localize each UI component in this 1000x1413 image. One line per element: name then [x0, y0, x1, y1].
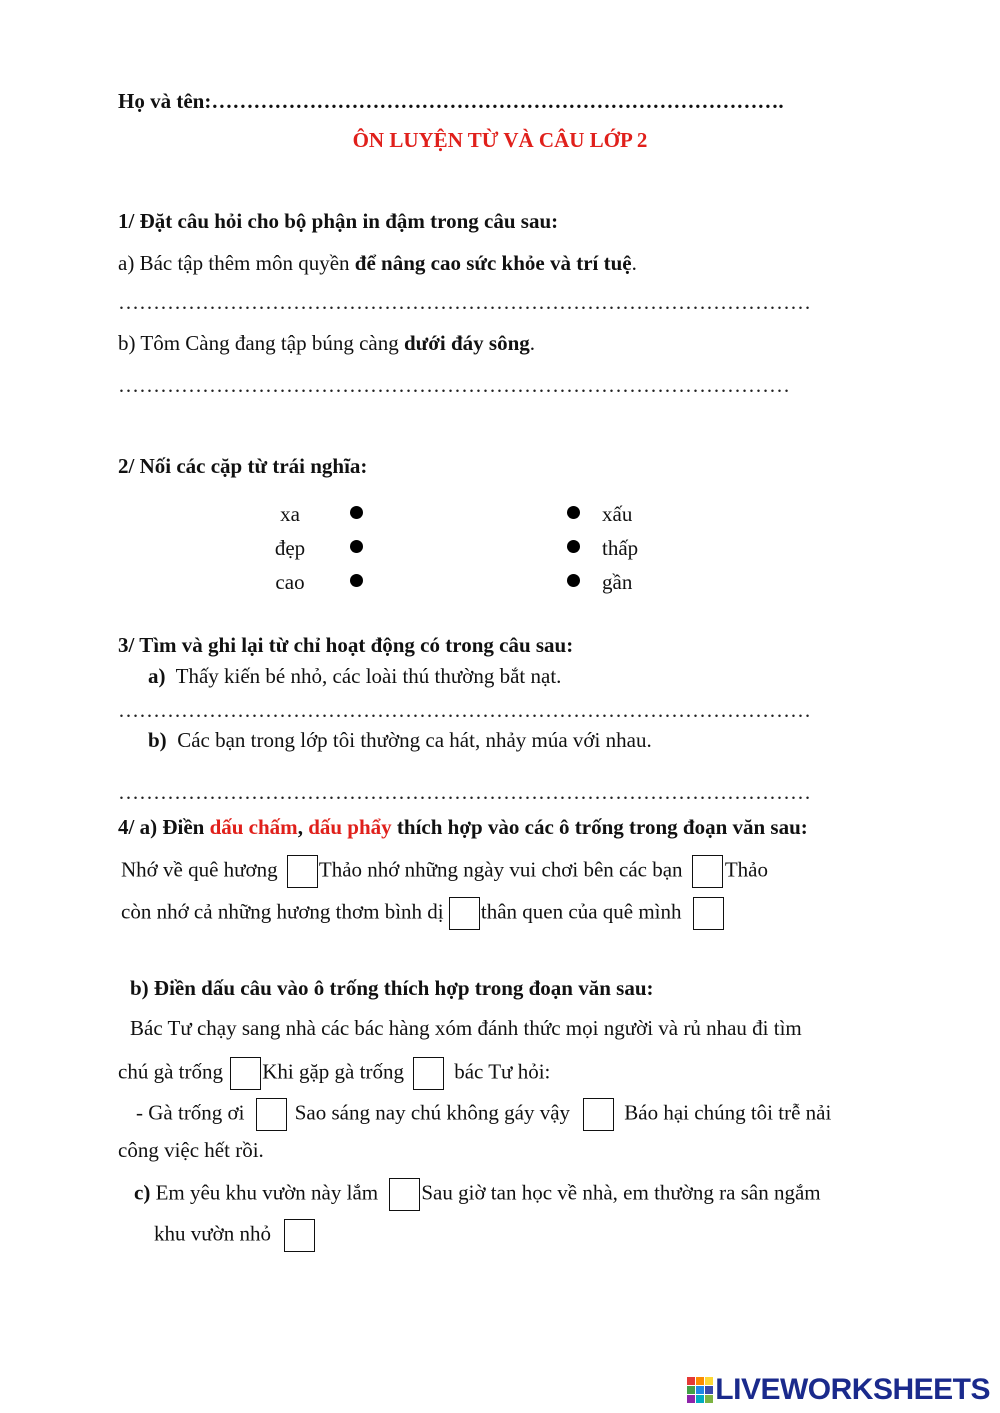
- q2-left-dot[interactable]: [350, 574, 363, 587]
- q4b-text: Khi gặp gà trống: [262, 1059, 404, 1084]
- name-line: [118, 89, 784, 114]
- logo-grid-icon: [687, 1377, 713, 1403]
- q4b-text: Báo hại chúng tôi trễ nải: [624, 1100, 832, 1125]
- q4-heading: [118, 815, 808, 840]
- liveworksheets-logo: [687, 1373, 990, 1407]
- q1-answer-line-a[interactable]: ………………………………………………………………………………………: [118, 290, 811, 314]
- q4c-text: khu vườn nhỏ: [154, 1221, 271, 1246]
- q2-right-word: xấu: [602, 502, 633, 526]
- answer-box[interactable]: [692, 855, 723, 888]
- q4c-text: Em yêu khu vườn này lắm: [155, 1180, 379, 1205]
- q4-heading-start: 4/ a) Điền: [118, 815, 210, 839]
- answer-box[interactable]: [389, 1178, 420, 1211]
- q2-heading: 2/ Nối các cặp từ trái nghĩa:: [118, 454, 368, 478]
- q4a-text: còn nhớ cả những hương thơm bình dị: [121, 899, 444, 924]
- q4a-text: Thảo nhớ những ngày vui chơi bên các bạn: [318, 857, 683, 882]
- q1-a-end: .: [631, 251, 637, 275]
- logo-cell: [696, 1395, 704, 1403]
- q1-sentence-a: [118, 251, 637, 276]
- q4b-paragraph-line-2: [118, 1057, 550, 1090]
- q1-b-end: .: [529, 331, 536, 355]
- logo-cell: [687, 1377, 695, 1385]
- answer-box[interactable]: [413, 1057, 444, 1090]
- q2-left-dot[interactable]: [350, 506, 363, 519]
- logo-cell: [687, 1386, 695, 1394]
- logo-cell: [705, 1386, 713, 1394]
- answer-box[interactable]: [287, 855, 318, 888]
- q3-sentence-a: [148, 664, 561, 689]
- name-dots[interactable]: ……………………………………………………………………….: [211, 89, 784, 113]
- q4b-paragraph-line-4: công việc hết rồi.: [118, 1138, 264, 1162]
- q4a-text: Thảo: [724, 857, 768, 882]
- answer-box[interactable]: [256, 1098, 287, 1131]
- logo-cell: [696, 1377, 704, 1385]
- q2-right-dot[interactable]: [567, 574, 580, 587]
- q3-b-text: Các bạn trong lớp tôi thường ca hát, nhảy múa với nhau.: [177, 728, 652, 752]
- q4a-paragraph-line-1: [121, 855, 768, 888]
- answer-box[interactable]: [693, 897, 724, 930]
- q4c-line-2: [154, 1219, 315, 1252]
- q1-a-bold: để nâng cao sức khỏe và trí tuệ: [354, 251, 632, 275]
- q4b-paragraph-line-3: [136, 1098, 831, 1131]
- q4a-text: Nhớ về quê hương: [121, 857, 278, 882]
- q1-answer-line-b[interactable]: ……………………………………………………………………………………: [118, 373, 790, 397]
- q4a-paragraph-line-2: [121, 897, 724, 930]
- q4a-text: thân quen của quê mình: [480, 899, 682, 924]
- q4b-text: - Gà trống ơi: [136, 1100, 245, 1125]
- q3-answer-line-b[interactable]: ………………………………………………………………………………………: [118, 780, 811, 804]
- q1-sentence-b: [118, 331, 535, 356]
- q4b-text: bác Tư hỏi:: [454, 1059, 551, 1084]
- q2-right-word: thấp: [602, 536, 639, 560]
- q1-b-text: b) Tôm Càng đang tập búng càng: [118, 331, 404, 355]
- answer-box[interactable]: [230, 1057, 261, 1090]
- answer-box[interactable]: [449, 897, 480, 930]
- q4b-text: Sao sáng nay chú không gáy vậy: [294, 1100, 571, 1125]
- q4c-label: c): [134, 1180, 151, 1205]
- q4-heading-comma: ,: [297, 815, 309, 839]
- q3-answer-line-a[interactable]: ………………………………………………………………………………………: [118, 698, 811, 722]
- q3-sentence-b: [148, 728, 652, 753]
- q3-a-text: Thấy kiến bé nhỏ, các loài thú thường bắt nạt.: [175, 664, 562, 688]
- q1-a-text: a) Bác tập thêm môn quyền: [118, 251, 355, 275]
- q3-a-label: a): [148, 664, 166, 688]
- q1-heading: 1/ Đặt câu hỏi cho bộ phận in đậm trong câu sau:: [118, 209, 559, 233]
- q4c-text: Sau giờ tan học về nhà, em thường ra sân ngắm: [421, 1180, 821, 1205]
- q2-right-word: gần: [602, 570, 633, 594]
- q4-heading-end: thích hợp vào các ô trống trong đoạn văn sau:: [391, 815, 808, 839]
- answer-box[interactable]: [583, 1098, 614, 1131]
- q4b-text: chú gà trống: [118, 1059, 223, 1084]
- logo-text: LIVEWORKSHEETS: [715, 1373, 990, 1406]
- q2-left-dot[interactable]: [350, 540, 363, 553]
- q2-right-dot[interactable]: [567, 540, 580, 553]
- q2-right-dot[interactable]: [567, 506, 580, 519]
- q1-b-bold: dưới đáy sông: [403, 331, 530, 355]
- q3-heading: 3/ Tìm và ghi lại từ chỉ hoạt động có trong câu sau:: [118, 633, 574, 657]
- name-label: Họ và tên:: [118, 89, 212, 113]
- q4b-heading: b) Điền dấu câu vào ô trống thích hợp trong đoạn văn sau:: [130, 976, 654, 1000]
- q4b-paragraph-line-1: Bác Tư chạy sang nhà các bác hàng xóm đánh thức mọi người và rủ nhau đi tìm: [130, 1016, 802, 1040]
- q4c-line-1: [134, 1178, 821, 1211]
- logo-cell: [687, 1395, 695, 1403]
- logo-cell: [705, 1377, 713, 1385]
- q3-b-label: b): [148, 728, 167, 752]
- q2-left-word: đẹp: [274, 536, 306, 560]
- logo-cell: [696, 1386, 704, 1394]
- q4-heading-highlight-2: dấu phẩy: [308, 815, 392, 839]
- page-title: ÔN LUYỆN TỪ VÀ CÂU LỚP 2: [352, 128, 648, 152]
- answer-box[interactable]: [284, 1219, 315, 1252]
- q2-left-word: xa: [280, 502, 300, 526]
- q2-left-word: cao: [275, 570, 305, 594]
- q4-heading-highlight-1: dấu chấm: [209, 815, 298, 839]
- logo-cell: [705, 1395, 713, 1403]
